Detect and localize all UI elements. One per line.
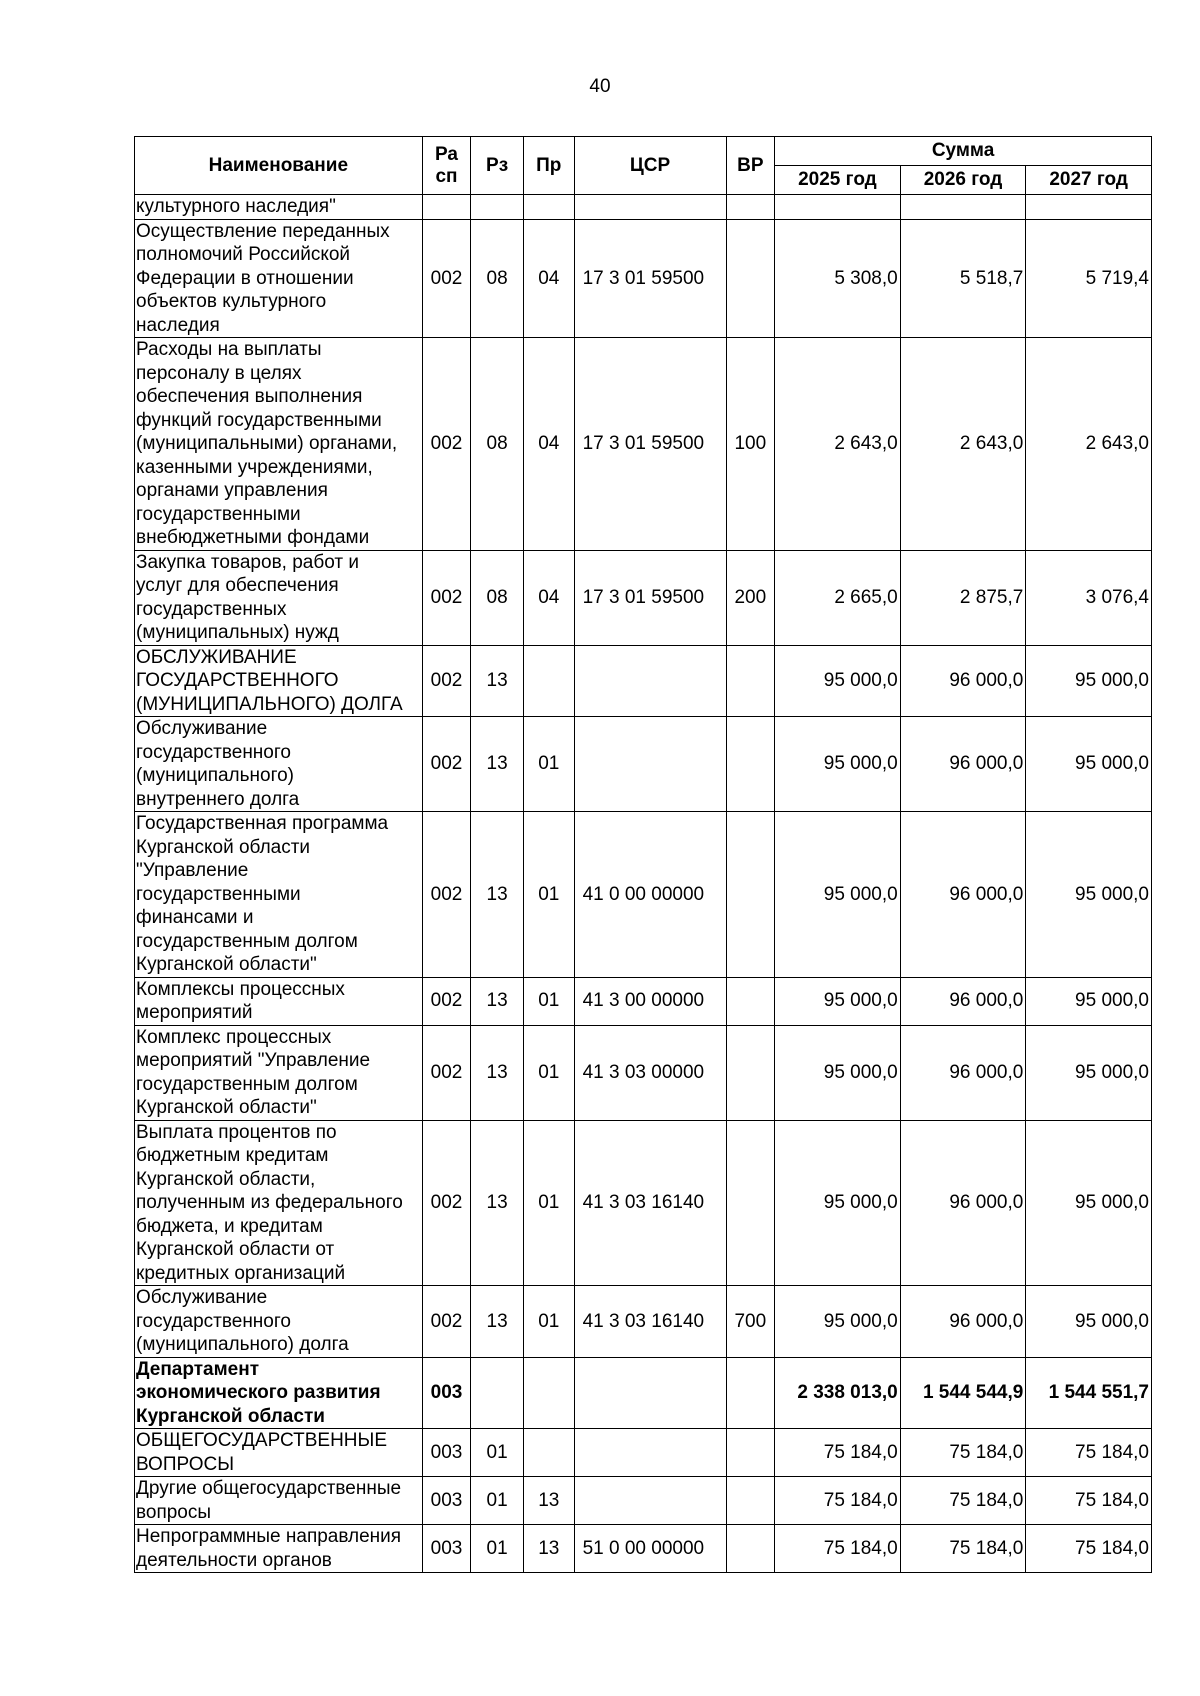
cell-csr: 17 3 01 59500 (574, 219, 726, 338)
cell-rasp: 002 (422, 812, 471, 978)
table-row (135, 338, 1152, 551)
cell-vr (726, 1357, 775, 1429)
cell-rz: 13 (471, 977, 524, 1025)
budget-table (134, 136, 1152, 1573)
cell-vr (726, 1477, 775, 1525)
cell-vr (726, 195, 775, 220)
cell-rasp (422, 195, 471, 220)
table-row (135, 977, 1152, 1025)
cell-sum-2027: 95 000,0 (1026, 717, 1152, 812)
table-row (135, 717, 1152, 812)
cell-name: Департамент экономического развития Курганской области (135, 1357, 423, 1429)
cell-name: Выплата процентов по бюджетным кредитам Курганской области, полученным из федерального бюджета, и кредитам Курганской области от кредитных организаций (135, 1120, 423, 1286)
cell-rz (471, 195, 524, 220)
header-2025: 2025 год (775, 166, 901, 195)
cell-sum-2026 (900, 195, 1026, 220)
table-row (135, 1286, 1152, 1358)
cell-rasp: 003 (422, 1525, 471, 1573)
cell-sum-2026: 96 000,0 (900, 812, 1026, 978)
table-row (135, 1120, 1152, 1286)
table-row (135, 1525, 1152, 1573)
header-name: Наименование (135, 137, 423, 195)
table-row (135, 812, 1152, 978)
cell-sum-2026: 96 000,0 (900, 977, 1026, 1025)
cell-csr: 41 0 00 00000 (574, 812, 726, 978)
cell-sum-2026: 96 000,0 (900, 645, 1026, 717)
cell-pr (523, 1429, 574, 1477)
cell-pr: 01 (523, 1286, 574, 1358)
header-sum: Сумма (775, 137, 1152, 166)
cell-csr: 41 3 03 16140 (574, 1120, 726, 1286)
table-row (135, 1429, 1152, 1477)
cell-sum-2025: 95 000,0 (775, 645, 901, 717)
cell-sum-2027: 95 000,0 (1026, 812, 1152, 978)
cell-name: Государственная программа Курганской области "Управление государственными финансами и государственным долгом Курганской области" (135, 812, 423, 978)
cell-rz: 13 (471, 1286, 524, 1358)
cell-csr (574, 717, 726, 812)
cell-sum-2025: 95 000,0 (775, 717, 901, 812)
cell-pr: 01 (523, 977, 574, 1025)
cell-sum-2025: 95 000,0 (775, 1120, 901, 1286)
cell-vr (726, 1120, 775, 1286)
cell-rz: 13 (471, 1120, 524, 1286)
cell-rz: 13 (471, 812, 524, 978)
table-row (135, 1357, 1152, 1429)
table-row (135, 195, 1152, 220)
cell-sum-2027: 95 000,0 (1026, 1286, 1152, 1358)
header-2026: 2026 год (900, 166, 1026, 195)
cell-rasp: 002 (422, 550, 471, 645)
cell-rasp: 003 (422, 1477, 471, 1525)
cell-name: Комплексы процессных мероприятий (135, 977, 423, 1025)
cell-rz: 13 (471, 645, 524, 717)
cell-vr (726, 1429, 775, 1477)
header-rz: Рз (471, 137, 524, 195)
cell-pr: 01 (523, 812, 574, 978)
cell-sum-2027: 95 000,0 (1026, 645, 1152, 717)
cell-rz: 08 (471, 338, 524, 551)
cell-rz: 08 (471, 219, 524, 338)
cell-rz: 01 (471, 1429, 524, 1477)
cell-pr: 04 (523, 338, 574, 551)
cell-sum-2025: 95 000,0 (775, 1025, 901, 1120)
cell-sum-2026: 96 000,0 (900, 1120, 1026, 1286)
cell-vr: 200 (726, 550, 775, 645)
cell-sum-2027: 75 184,0 (1026, 1477, 1152, 1525)
cell-sum-2025: 75 184,0 (775, 1477, 901, 1525)
cell-csr (574, 1357, 726, 1429)
cell-pr: 01 (523, 1025, 574, 1120)
cell-sum-2026: 96 000,0 (900, 1025, 1026, 1120)
cell-sum-2027: 95 000,0 (1026, 977, 1152, 1025)
cell-sum-2025 (775, 195, 901, 220)
cell-sum-2027: 2 643,0 (1026, 338, 1152, 551)
cell-rasp: 002 (422, 1025, 471, 1120)
cell-csr: 41 3 03 00000 (574, 1025, 726, 1120)
cell-csr: 51 0 00 00000 (574, 1525, 726, 1573)
cell-name: культурного наследия" (135, 195, 423, 220)
header-rasp: Ра сп (422, 137, 471, 195)
cell-rasp: 003 (422, 1429, 471, 1477)
cell-name: ОБЩЕГОСУДАРСТВЕННЫЕ ВОПРОСЫ (135, 1429, 423, 1477)
cell-name: ОБСЛУЖИВАНИЕ ГОСУДАРСТВЕННОГО (МУНИЦИПАЛЬНОГО) ДОЛГА (135, 645, 423, 717)
cell-csr: 17 3 01 59500 (574, 338, 726, 551)
cell-csr: 17 3 01 59500 (574, 550, 726, 645)
cell-csr (574, 1429, 726, 1477)
cell-name: Непрограммные направления деятельности органов (135, 1525, 423, 1573)
cell-sum-2027: 75 184,0 (1026, 1429, 1152, 1477)
cell-rasp: 002 (422, 219, 471, 338)
cell-csr (574, 1477, 726, 1525)
cell-csr: 41 3 00 00000 (574, 977, 726, 1025)
cell-sum-2026: 1 544 544,9 (900, 1357, 1026, 1429)
table-row (135, 645, 1152, 717)
cell-vr (726, 1525, 775, 1573)
cell-sum-2025: 2 643,0 (775, 338, 901, 551)
cell-sum-2027: 3 076,4 (1026, 550, 1152, 645)
cell-rasp: 003 (422, 1357, 471, 1429)
cell-sum-2027: 75 184,0 (1026, 1525, 1152, 1573)
cell-sum-2026: 2 875,7 (900, 550, 1026, 645)
page-number: 40 (589, 76, 611, 97)
cell-pr: 01 (523, 717, 574, 812)
cell-name: Расходы на выплаты персоналу в целях обеспечения выполнения функций государственными (муниципальными) органами, казенными учреждениями, органами управления государственными внебюджетными фондами (135, 338, 423, 551)
cell-sum-2026: 75 184,0 (900, 1429, 1026, 1477)
cell-sum-2027 (1026, 195, 1152, 220)
table-row (135, 1025, 1152, 1120)
cell-sum-2025: 2 338 013,0 (775, 1357, 901, 1429)
cell-sum-2027: 95 000,0 (1026, 1025, 1152, 1120)
cell-rasp: 002 (422, 1286, 471, 1358)
cell-pr: 13 (523, 1525, 574, 1573)
cell-sum-2025: 5 308,0 (775, 219, 901, 338)
cell-sum-2025: 95 000,0 (775, 812, 901, 978)
cell-sum-2026: 5 518,7 (900, 219, 1026, 338)
cell-csr (574, 195, 726, 220)
cell-sum-2026: 96 000,0 (900, 717, 1026, 812)
cell-name: Обслуживание государственного (муниципального) внутреннего долга (135, 717, 423, 812)
cell-name: Осуществление переданных полномочий Российской Федерации в отношении объектов культурного наследия (135, 219, 423, 338)
cell-vr (726, 219, 775, 338)
cell-name: Обслуживание государственного (муниципального) долга (135, 1286, 423, 1358)
cell-rz: 01 (471, 1525, 524, 1573)
cell-pr (523, 195, 574, 220)
cell-vr (726, 977, 775, 1025)
cell-rasp: 002 (422, 977, 471, 1025)
cell-sum-2026: 96 000,0 (900, 1286, 1026, 1358)
cell-sum-2026: 75 184,0 (900, 1477, 1026, 1525)
cell-sum-2025: 75 184,0 (775, 1525, 901, 1573)
cell-vr (726, 717, 775, 812)
cell-rz: 13 (471, 1025, 524, 1120)
table-row (135, 550, 1152, 645)
cell-rasp: 002 (422, 645, 471, 717)
cell-vr (726, 645, 775, 717)
cell-vr: 100 (726, 338, 775, 551)
cell-pr (523, 645, 574, 717)
cell-csr (574, 645, 726, 717)
cell-csr: 41 3 03 16140 (574, 1286, 726, 1358)
cell-vr (726, 1025, 775, 1120)
cell-name: Другие общегосударственные вопросы (135, 1477, 423, 1525)
cell-sum-2025: 95 000,0 (775, 977, 901, 1025)
cell-sum-2026: 75 184,0 (900, 1525, 1026, 1573)
cell-rz (471, 1357, 524, 1429)
header-row-top (135, 137, 1152, 166)
cell-sum-2027: 5 719,4 (1026, 219, 1152, 338)
cell-pr: 04 (523, 550, 574, 645)
header-2027: 2027 год (1026, 166, 1152, 195)
cell-vr (726, 812, 775, 978)
cell-rasp: 002 (422, 1120, 471, 1286)
cell-sum-2027: 1 544 551,7 (1026, 1357, 1152, 1429)
table-row (135, 219, 1152, 338)
cell-rz: 13 (471, 717, 524, 812)
cell-rasp: 002 (422, 717, 471, 812)
cell-sum-2027: 95 000,0 (1026, 1120, 1152, 1286)
header-vr: ВР (726, 137, 775, 195)
cell-rasp: 002 (422, 338, 471, 551)
cell-sum-2025: 2 665,0 (775, 550, 901, 645)
cell-sum-2026: 2 643,0 (900, 338, 1026, 551)
cell-vr: 700 (726, 1286, 775, 1358)
cell-pr: 04 (523, 219, 574, 338)
cell-sum-2025: 95 000,0 (775, 1286, 901, 1358)
cell-name: Комплекс процессных мероприятий "Управление государственным долгом Курганской области" (135, 1025, 423, 1120)
table-row (135, 1477, 1152, 1525)
table-body (135, 195, 1152, 1573)
cell-pr (523, 1357, 574, 1429)
cell-pr: 01 (523, 1120, 574, 1286)
cell-sum-2025: 75 184,0 (775, 1429, 901, 1477)
cell-rz: 01 (471, 1477, 524, 1525)
header-csr: ЦСР (574, 137, 726, 195)
header-pr: Пр (523, 137, 574, 195)
cell-pr: 13 (523, 1477, 574, 1525)
cell-rz: 08 (471, 550, 524, 645)
cell-name: Закупка товаров, работ и услуг для обеспечения государственных (муниципальных) нужд (135, 550, 423, 645)
